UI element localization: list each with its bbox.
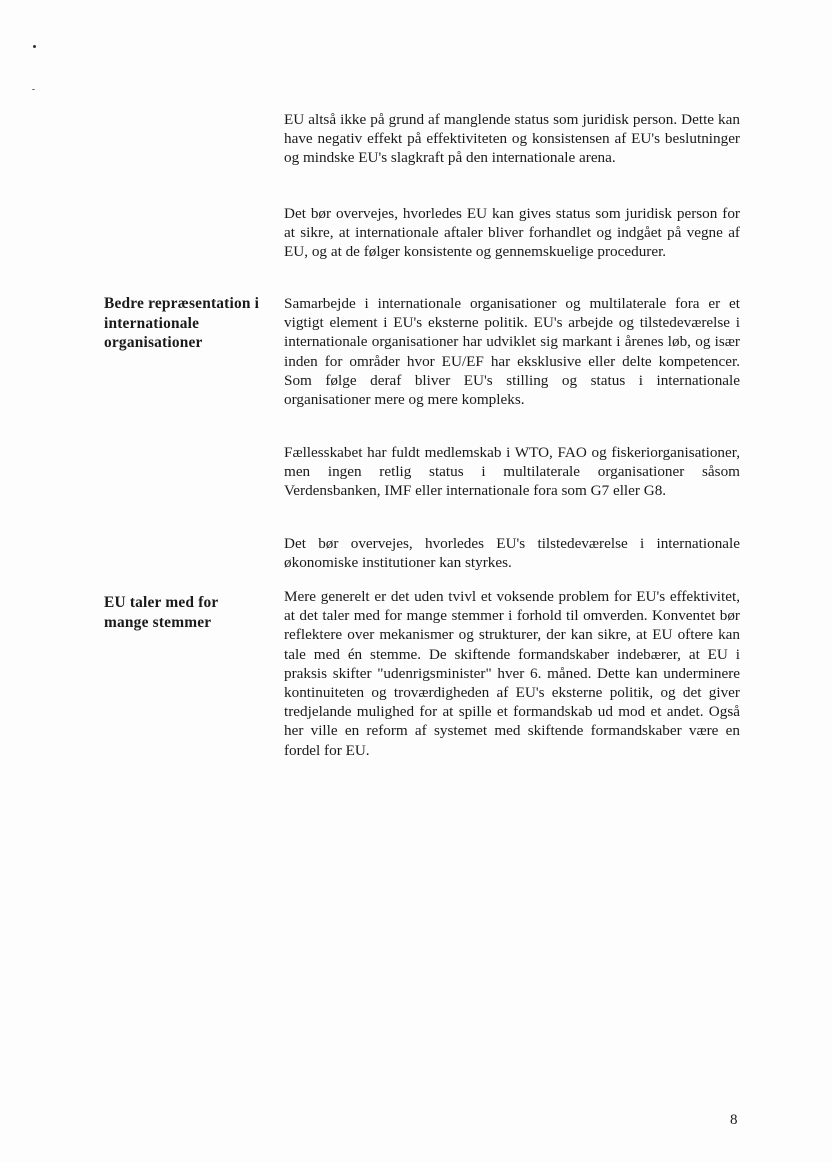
paragraph: Mere generelt er det uden tvivl et voksende problem for EU's effektivitet, at det taler med for mange stemmer i forhold til omverden. Konventet bør reflektere over mekanismer og strukturer, der kan sikre, at EU oftere kan tale med én stemme. De skiftende formandskaber indebærer, at EU i praksis skifter "udenrigsminister" hver 6. måned. Dette kan underminere kontinuiteten og troværdigheden af EU's eksterne politik, og det giver tredjelande mulighed for at spille et formandskab ud mod et andet. Også her ville en reform af systemet med skiftende formandskaber være en fordel for EU. <box>284 588 740 759</box>
paragraph: Fællesskabet har fuldt medlemskab i WTO, FAO og fiskeriorganisationer, men ingen retlig status i multilaterale organisationer såsom Verdensbanken, IMF eller internationale fora som G7 eller G8. <box>284 444 740 500</box>
margin-heading: Bedre repræsentation i internationale organisationer <box>104 295 260 351</box>
paragraph: Det bør overvejes, hvorledes EU kan gives status som juridisk person for at sikre, at internationale aftaler bliver forhandlet og indgået på vegne af EU, og at de følger konsistente og gennemskuelige procedurer. <box>284 205 740 261</box>
paragraph: Det bør overvejes, hvorledes EU's tilstedeværelse i internationale økonomiske institutioner kan styrkes. <box>284 535 740 572</box>
margin-heading: EU taler med for mange stemmer <box>104 594 219 631</box>
paragraph: EU altså ikke på grund af manglende status som juridisk person. Dette kan have negativ effekt på effektiviteten og konsistensen af EU's beslutninger og mindske EU's slagkraft på den internationale arena. <box>284 111 740 167</box>
page-number: 8 <box>730 1112 738 1128</box>
paragraph: Samarbejde i internationale organisationer og multilaterale fora er et vigtigt element i EU's eksterne politik. EU's arbejde og tilstedeværelse i internationale organisationer har udviklet sig markant i årenes løb, og især inden for områder hvor EU/EF har eksklusive eller delte kompetencer. Som følge deraf bliver EU's stilling og status i internationale organisationer mere og mere kompleks. <box>284 295 740 409</box>
scan-speck <box>32 89 35 90</box>
scan-speck <box>33 45 36 48</box>
